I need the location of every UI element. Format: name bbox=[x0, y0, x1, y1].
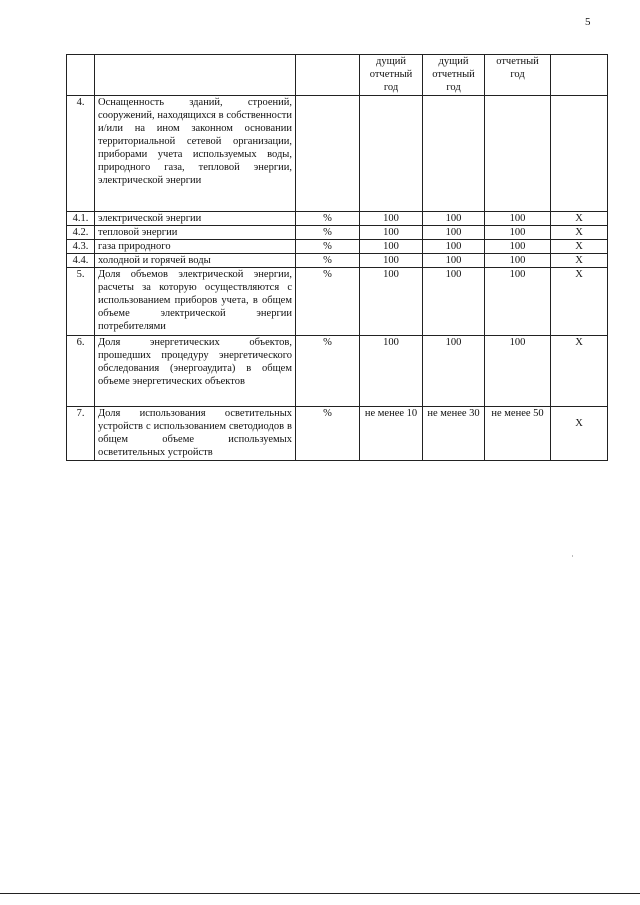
row-number: 5. bbox=[67, 268, 95, 336]
table-row bbox=[67, 336, 608, 407]
header-cell-unit bbox=[296, 55, 360, 96]
header-cell-number bbox=[67, 55, 95, 96]
row-unit: % bbox=[296, 226, 360, 240]
row-value-2: 100 bbox=[423, 240, 485, 254]
row-note bbox=[551, 96, 608, 212]
row-value-1 bbox=[360, 96, 423, 212]
row-unit: % bbox=[296, 407, 360, 461]
row-value-3: 100 bbox=[485, 240, 551, 254]
table-row bbox=[67, 240, 608, 254]
row-value-3: не менее 50 bbox=[485, 407, 551, 461]
table-row bbox=[67, 226, 608, 240]
row-value-3 bbox=[485, 96, 551, 212]
table-row bbox=[67, 268, 608, 336]
header-cell-note bbox=[551, 55, 608, 96]
row-value-3: 100 bbox=[485, 254, 551, 268]
row-number: 4.3. bbox=[67, 240, 95, 254]
page-number: 5 bbox=[585, 16, 591, 28]
row-indicator: тепловой энергии bbox=[95, 226, 296, 240]
row-value-1: 100 bbox=[360, 226, 423, 240]
table-row bbox=[67, 96, 608, 212]
row-note: X bbox=[551, 254, 608, 268]
row-value-1: 100 bbox=[360, 212, 423, 226]
header-cell-year-3: отчетный год bbox=[485, 55, 551, 96]
row-unit: % bbox=[296, 254, 360, 268]
row-indicator: электрической энергии bbox=[95, 212, 296, 226]
row-value-2: 100 bbox=[423, 336, 485, 407]
header-cell-year-2: дущий отчетный год bbox=[423, 55, 485, 96]
row-unit: % bbox=[296, 212, 360, 226]
row-number: 7. bbox=[67, 407, 95, 461]
header-cell-year-1: дущий отчетный год bbox=[360, 55, 423, 96]
row-value-2: 100 bbox=[423, 254, 485, 268]
table-header-row bbox=[67, 55, 608, 96]
row-unit bbox=[296, 96, 360, 212]
table-row bbox=[67, 407, 608, 461]
table-row bbox=[67, 254, 608, 268]
row-number: 4.2. bbox=[67, 226, 95, 240]
row-note: X bbox=[551, 226, 608, 240]
row-indicator: Доля использования осветительных устройств с использованием светодиодов в общем объеме используемых осветительных устройств bbox=[95, 407, 296, 461]
row-indicator: холодной и горячей воды bbox=[95, 254, 296, 268]
row-number: 4.4. bbox=[67, 254, 95, 268]
table-row bbox=[67, 212, 608, 226]
row-note: X bbox=[551, 268, 608, 336]
row-note: X bbox=[551, 336, 608, 407]
row-value-2: не менее 30 bbox=[423, 407, 485, 461]
row-note: X bbox=[551, 240, 608, 254]
row-value-2: 100 bbox=[423, 268, 485, 336]
row-value-1: 100 bbox=[360, 240, 423, 254]
row-value-1: не менее 10 bbox=[360, 407, 423, 461]
row-value-1: 100 bbox=[360, 336, 423, 407]
row-value-3: 100 bbox=[485, 212, 551, 226]
row-number: 4. bbox=[67, 96, 95, 212]
row-value-3: 100 bbox=[485, 336, 551, 407]
indicators-table bbox=[66, 54, 608, 461]
row-value-2 bbox=[423, 96, 485, 212]
row-value-2: 100 bbox=[423, 212, 485, 226]
row-indicator: Доля объемов электрической энергии, расчеты за которую осуществляются с использованием приборов учета, в общем объеме электрической энергии потребителями bbox=[95, 268, 296, 336]
scan-speck bbox=[572, 555, 573, 557]
row-note: X bbox=[551, 407, 608, 461]
row-value-1: 100 bbox=[360, 254, 423, 268]
page-bottom-rule bbox=[0, 893, 640, 894]
row-value-3: 100 bbox=[485, 268, 551, 336]
row-value-1: 100 bbox=[360, 268, 423, 336]
row-unit: % bbox=[296, 268, 360, 336]
row-indicator: Доля энергетических объектов, прошедших процедуру энергетического обследования (энергоаудита) в общем объеме энергетических объектов bbox=[95, 336, 296, 407]
row-value-2: 100 bbox=[423, 226, 485, 240]
row-note: X bbox=[551, 212, 608, 226]
row-number: 4.1. bbox=[67, 212, 95, 226]
row-value-3: 100 bbox=[485, 226, 551, 240]
row-indicator: газа природного bbox=[95, 240, 296, 254]
header-cell-indicator bbox=[95, 55, 296, 96]
row-number: 6. bbox=[67, 336, 95, 407]
row-unit: % bbox=[296, 336, 360, 407]
row-unit: % bbox=[296, 240, 360, 254]
row-indicator: Оснащенность зданий, строений, сооружений, находящихся в собственности и/или на ином законном основании территориальной сетевой организации, приборами учета используемых воды, природного газа, тепловой энергии, электрической энергии bbox=[95, 96, 296, 212]
